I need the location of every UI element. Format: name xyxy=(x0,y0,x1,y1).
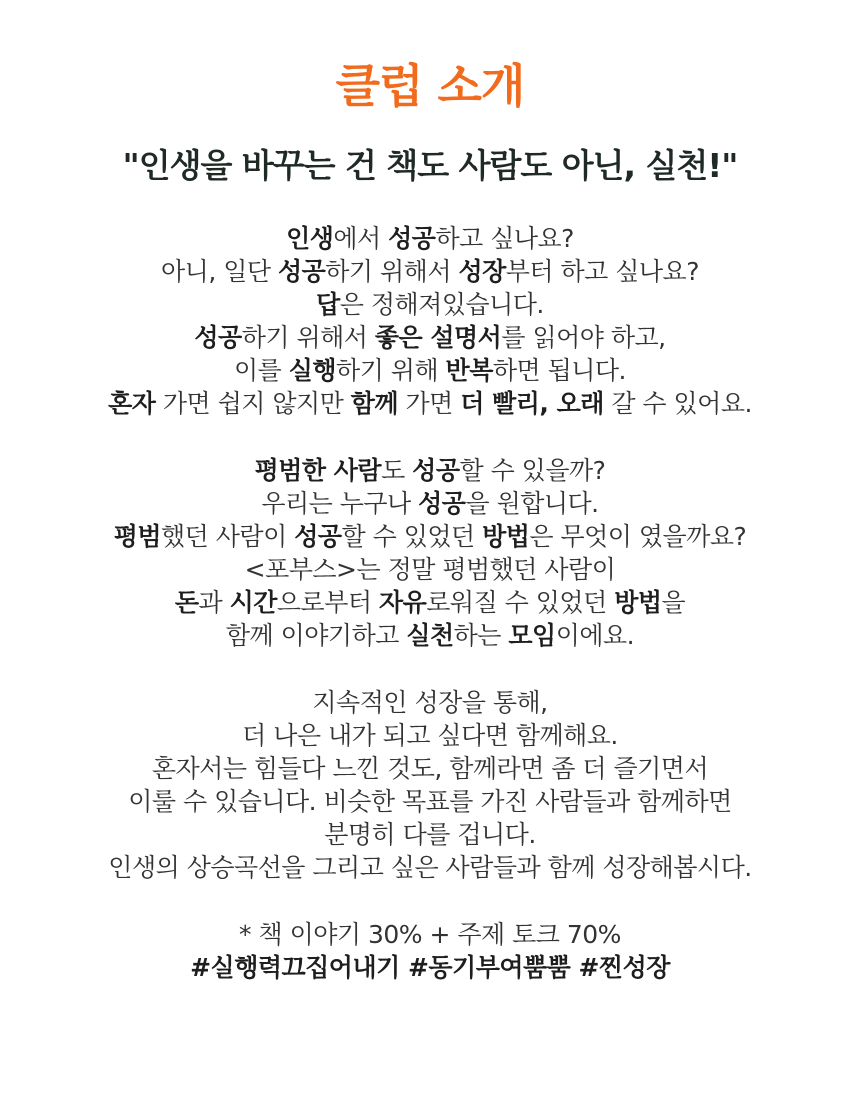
intro-body xyxy=(0,222,860,984)
text-line xyxy=(0,818,860,851)
page-title: 클럽 소개 xyxy=(335,59,525,113)
text-segment: 하기 위해서 xyxy=(241,323,375,352)
text-segment: 가면 쉽지 않지만 xyxy=(155,389,351,418)
text-segment: 도 xyxy=(381,456,413,485)
text-segment: <포부스>는 정말 평범했던 사람이 xyxy=(244,555,616,584)
emphasis-text: 함께 xyxy=(350,389,399,418)
emphasis-text: 실천 xyxy=(406,621,454,650)
text-segment: 은 정해져있습니다. xyxy=(339,290,544,319)
text-segment: 을 xyxy=(661,588,686,617)
text-segment: 가면 xyxy=(398,389,461,418)
emphasis-text: 모임 xyxy=(508,621,556,650)
text-line xyxy=(0,785,860,818)
text-segment: 갈 수 있어요. xyxy=(603,389,752,418)
emphasis-text: #실행력끄집어내기 #동기부여뿜뿜 #찐성장 xyxy=(190,953,670,982)
text-segment: 하고 싶나요? xyxy=(435,224,574,253)
text-line xyxy=(0,222,860,255)
text-segment: 혼자서는 힘들다 느낀 것도, 함께라면 좀 더 즐기면서 xyxy=(151,754,709,783)
text-line xyxy=(0,454,860,487)
text-segment: 이를 xyxy=(233,356,289,385)
emphasis-text: 반복 xyxy=(445,356,493,385)
emphasis-text: 자유 xyxy=(378,588,427,617)
text-line xyxy=(0,520,860,553)
text-line xyxy=(0,951,860,984)
text-line xyxy=(0,553,860,586)
emphasis-text: 인생 xyxy=(286,224,334,253)
text-segment: 이룰 수 있습니다. 비슷한 목표를 가진 사람들과 함께하면 xyxy=(128,787,732,816)
emphasis-text: 성공 xyxy=(194,323,242,352)
text-line xyxy=(0,354,860,387)
emphasis-text: 돈 xyxy=(174,588,199,617)
text-line xyxy=(0,288,860,321)
text-segment: 과 xyxy=(198,588,230,617)
text-segment: 하기 위해 xyxy=(336,356,446,385)
text-segment: 부터 하고 싶나요? xyxy=(505,257,699,286)
emphasis-text: 더 빨리, 오래 xyxy=(460,389,604,418)
emphasis-text: 실행 xyxy=(288,356,337,385)
text-segment: 이에요. xyxy=(555,621,635,650)
text-segment: 를 읽어야 하고, xyxy=(501,323,666,352)
text-segment: 로워질 수 있었던 xyxy=(426,588,615,617)
text-segment: 아니, 일단 xyxy=(161,257,278,286)
emphasis-text: 답 xyxy=(316,290,340,319)
emphasis-text: 성공 xyxy=(412,456,460,485)
text-line xyxy=(0,918,860,951)
text-line xyxy=(0,255,860,288)
emphasis-text: 성공 xyxy=(294,522,342,551)
text-segment: 으로부터 xyxy=(276,588,379,617)
text-segment: 분명히 다를 겁니다. xyxy=(324,820,536,849)
text-segment: 인생의 상승곡선을 그리고 싶은 사람들과 함께 성장해봅시다. xyxy=(108,853,752,882)
text-segment: * 책 이야기 30% + 주제 토크 70% xyxy=(239,920,621,949)
text-line xyxy=(0,487,860,520)
text-segment: 할 수 있었던 xyxy=(341,522,483,551)
text-segment: 을 원합니다. xyxy=(465,489,599,518)
text-line xyxy=(0,719,860,752)
text-segment: 하는 xyxy=(453,621,509,650)
text-line xyxy=(0,851,860,884)
text-segment: 지속적인 성장을 통해, xyxy=(312,688,548,717)
text-segment: 할 수 있을까? xyxy=(459,456,606,485)
emphasis-text: 성공 xyxy=(388,224,436,253)
emphasis-text: 성공 xyxy=(277,257,326,286)
text-segment: 하면 됩니다. xyxy=(492,356,627,385)
text-line xyxy=(0,387,860,420)
emphasis-text: 좋은 설명서 xyxy=(374,323,502,352)
text-segment: 은 무엇이 였을까요? xyxy=(529,522,747,551)
emphasis-text: 평범한 사람 xyxy=(254,456,382,485)
text-segment: 함께 이야기하고 xyxy=(225,621,407,650)
text-segment: 에서 xyxy=(333,224,389,253)
emphasis-text: 성공 xyxy=(418,489,466,518)
emphasis-text: 혼자 xyxy=(108,389,156,418)
text-line xyxy=(0,619,860,652)
text-line xyxy=(0,586,860,619)
emphasis-text: 평범 xyxy=(113,522,162,551)
emphasis-text: 시간 xyxy=(229,588,277,617)
success-section xyxy=(0,222,860,420)
tags-section xyxy=(0,918,860,984)
text-segment: 하기 위해서 xyxy=(325,257,459,286)
emphasis-text: 성장 xyxy=(458,257,506,286)
motto-quote: "인생을 바꾸는 건 책도 사람도 아닌, 실천!" xyxy=(122,146,738,185)
text-line xyxy=(0,321,860,354)
growth-section xyxy=(0,686,860,884)
emphasis-text: 방법 xyxy=(482,522,530,551)
text-segment: 했던 사람이 xyxy=(161,522,295,551)
text-segment: 우리는 누구나 xyxy=(261,489,419,518)
emphasis-text: 방법 xyxy=(614,588,662,617)
text-segment: 더 나은 내가 되고 싶다면 함께해요. xyxy=(242,721,618,750)
text-line xyxy=(0,686,860,719)
ordinary-people-section xyxy=(0,454,860,652)
text-line xyxy=(0,752,860,785)
